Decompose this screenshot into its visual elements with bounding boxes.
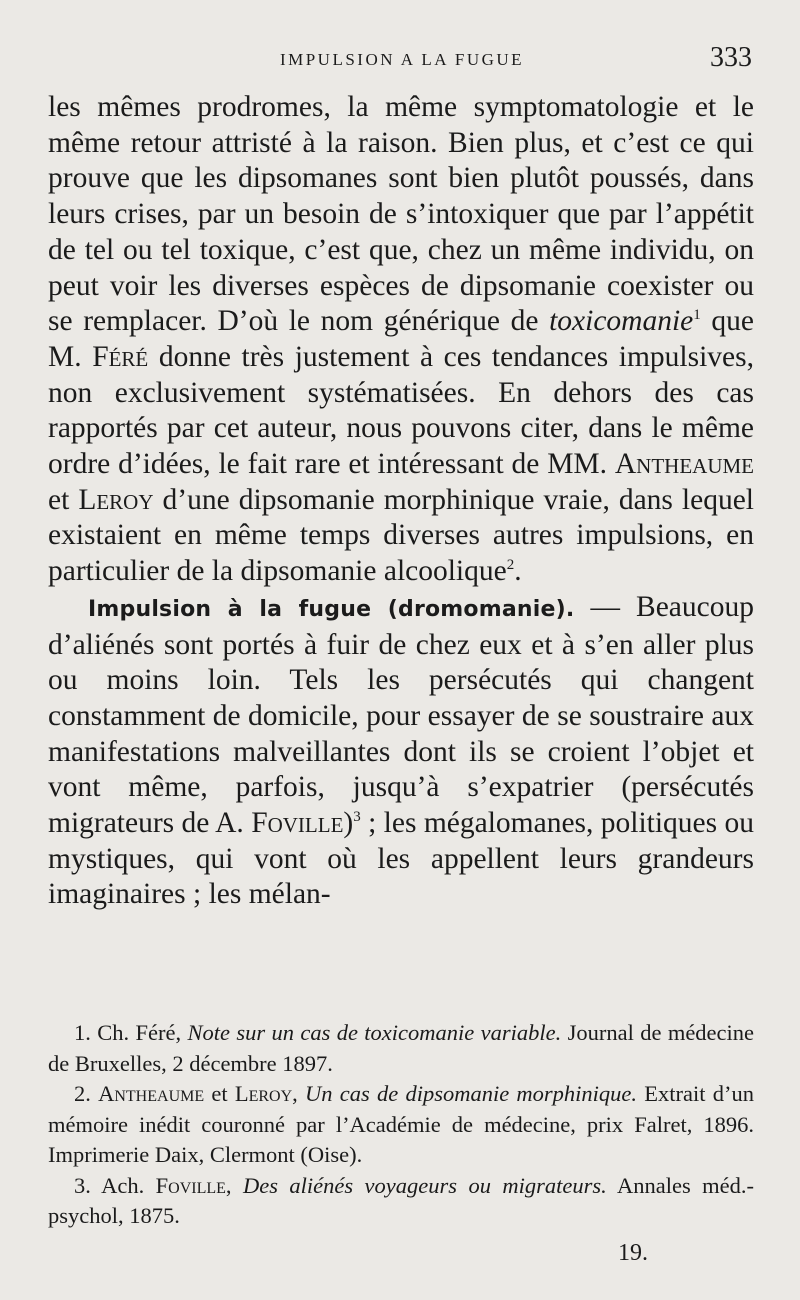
- text-run: ; les mégalomanes, politiques ou mystiques, qui vont où les appellent leurs grandeurs imaginaires ; les mélan-: [48, 807, 755, 911]
- footnote-1: [48, 1018, 754, 1079]
- footnote-author: Foville,: [155, 1172, 232, 1198]
- running-head: IMPULSION A LA FUGUE: [279, 50, 525, 69]
- text-run: donne très justement à ces tendances impulsives, non exclusivement systématisées. En dehors des cas rapportés par cet auteur, nous pouvons citer, dans le même ordre d’idées, le fait rare et intéressant de MM.: [48, 340, 754, 481]
- page-number: 333: [710, 42, 752, 73]
- footnote-author: Leroy,: [234, 1081, 298, 1106]
- author-leroy: Leroy: [78, 483, 154, 516]
- author-antheaume: Antheaume: [614, 448, 754, 481]
- text-run: et: [48, 483, 79, 516]
- footnote-3: [48, 1171, 754, 1232]
- author-fere: Féré: [92, 340, 149, 373]
- footnote-2: [48, 1079, 754, 1171]
- footnote-title: Note sur un cas de toxicomanie variable.: [187, 1020, 562, 1045]
- footnote-number: 3.: [74, 1172, 91, 1198]
- section-heading: Impulsion à la fugue (dromomanie).: [88, 596, 575, 622]
- footnotes: [48, 1018, 754, 1232]
- footnote-ref-2: 2: [506, 557, 515, 574]
- footnote-author: Ch. Féré,: [97, 1020, 182, 1045]
- text-run: les mêmes prodromes, la même symptomatologie et le même retour attristé à la raison. Bien plus, et c’est ce qui prouve que les dipsomanes sont bien plutôt poussés, dans leurs crises, par un besoin de s’intoxiquer que par l’appétit de tel ou tel toxique, c’est que, chez un même individu, on peut voir les diverses espèces de dipsomanie coexister ou se remplacer. D’où le nom générique de: [48, 91, 754, 338]
- footnote-number: 2.: [74, 1081, 91, 1106]
- footnote-ref-3: 3: [353, 809, 361, 826]
- author-foville: Foville: [251, 807, 344, 840]
- footnote-ref-1: 1: [693, 307, 701, 324]
- footnote-title: Un cas de dipsomanie morphinique.: [305, 1081, 638, 1106]
- signature-mark: 19.: [618, 1240, 648, 1266]
- page-header: [52, 42, 752, 76]
- text-run: que M.: [48, 305, 754, 373]
- footnote-number: 1.: [74, 1020, 91, 1045]
- footnote-author: Ach.: [101, 1172, 156, 1198]
- text-run: d’une dipsomanie morphinique vraie, dans lequel existaient en même temps diverses autres impulsions, en particulier de la dipsomanie alcoolique: [48, 483, 754, 588]
- footnote-title: Des aliénés voyageurs ou migrateurs.: [242, 1172, 607, 1198]
- footnote-author: Antheaume: [98, 1081, 205, 1106]
- paragraph-dromomania: [48, 590, 754, 913]
- text-run: — Beaucoup d’aliénés sont portés à fuir de chez eux et à s’en aller plus ou moins loin. Tels les persécutés qui changent constamment de domicile, pour essayer de se soustraire aux manifestations malveillantes dont ils se croient l’objet et vont même, parfois, jusqu’à s’expatrier (persécutés migrateurs de A.: [48, 590, 754, 840]
- term-toxicomanie: toxicomanie: [549, 305, 694, 338]
- paragraph-dipsomania: [48, 90, 754, 590]
- text-run: et: [204, 1081, 235, 1106]
- footnote-source: Extrait d’un mémoire inédit couronné par l’Académie de médecine, prix Falret, 1896. Imprimerie Daix, Clermont (Oise).: [48, 1081, 754, 1167]
- text-run: .: [514, 555, 522, 588]
- body-text: [48, 90, 754, 913]
- footnote-source: Annales méd.-psychol, 1875.: [48, 1172, 754, 1228]
- text-run: ): [343, 807, 354, 840]
- footnote-source: Journal de médecine de Bruxelles, 2 décembre 1897.: [48, 1020, 755, 1076]
